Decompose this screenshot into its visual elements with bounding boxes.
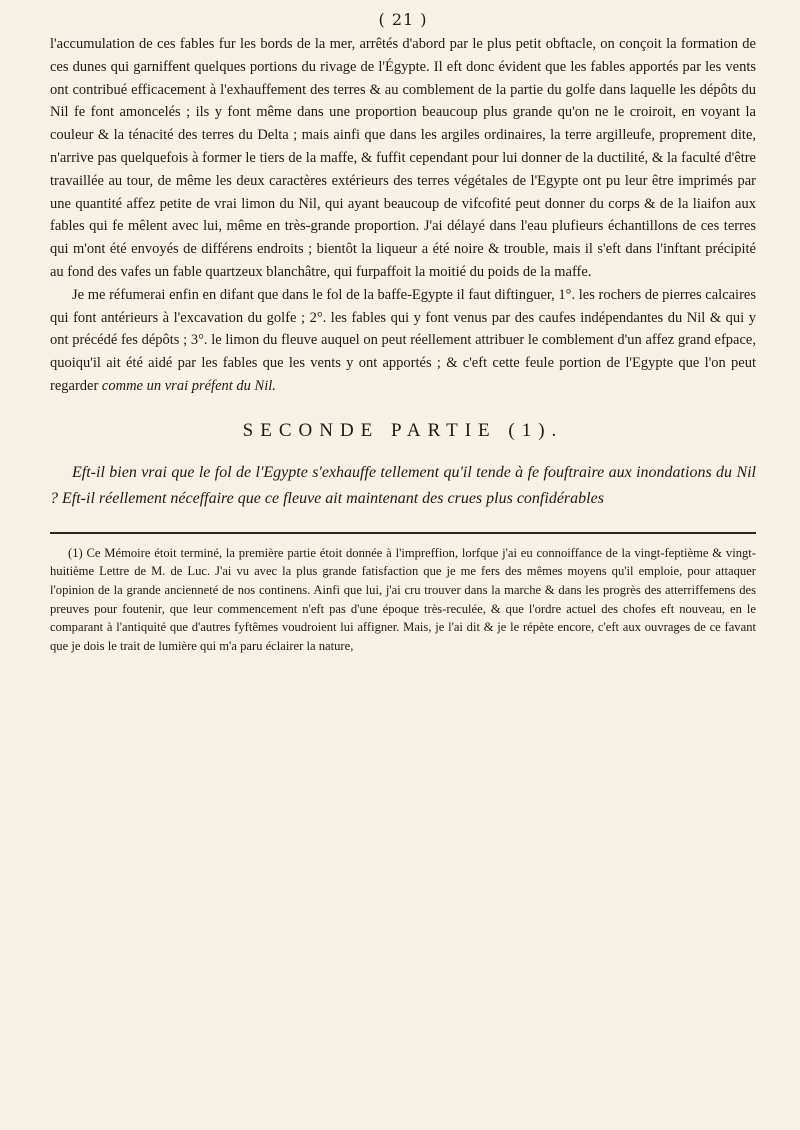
footnote-text: (1) Ce Mémoire étoit terminé, la première partie étoit donnée à l'impreffion, lorfque j'ai eu connoiffance de la vingt-feptième & vingt-huitième Lettre de M. de Luc. J'ai vu avec la plus grande fatisfaction que je me fers des mêmes moyens qu'il emploie, pour attaquer l'opinion de la grande ancienneté de nos continens. Ainfi que lui, j'ai cru trouver dans la marche & dans les progrès des atterriffemens des preuves pour foutenir, que leur commencement n'eft pas d'une époque très-reculée, & que l'ordre actuel des chofes eft nouveau, en le comparant à l'antiquité que d'autres fyftêmes voudroient lui affigner. Mais, je l'ai dit & je le répète encore, c'eft aux ouvrages de ce favant que je dois le trait de lumière qui m'a paru éclairer la nature, (50, 545, 756, 653)
paragraph-summary-text: Je me réfumerai enfin en difant que dans le fol de la baffe-Egypte il faut diftinguer, 1°. les rochers de pierres calcaires qui font antérieurs à l'excavation du golfe ; 2°. les fables qui y font venus par des caufes indépendantes du Nil & qui y ont précédé fes dépôts ; 3°. le limon du fleuve auquel on peut réellement attribuer le comblement d'un affez grand efpace, quoiqu'il ait été aidé par les fables que les vents y ont apportés ; & c'eft cette feule portion de l'Egypte que l'on peut regarder (50, 286, 756, 394)
page-number: ( 21 ) (378, 10, 428, 29)
paragraph-summary-italic: comme un vrai préfent du Nil. (101, 377, 276, 394)
footnote-divider (50, 532, 756, 534)
paragraph-accumulation: l'accumulation de ces fables fur les bords de la mer, arrêtés d'abord par le plus petit obftacle, on conçoit la formation de ces dunes qui garniffent quelques portions du rivage de l'Égypte. Il eft donc évident que les fables apportés par les vents ont contribué efficacement à l'exhauffement des terres & au comblement de la partie du golfe dans laquelle les dépôts du Nil fe font amoncelés ; ils y font même dans une proportion beaucoup plus grande qu'on ne le croiroit, en voyant la couleur & la ténacité des terres du Delta ; mais ainfi que dans les argiles ordinaires, la terre argilleufe, proprement dite, n'arrive pas quelquefois à former le tiers de la maffe, & fuffit cependant pour lui donner de la ductilité, & la faculté d'être travaillée au tour, de même les deux caractères extérieurs des terres végétales de l'Egypte ont pu leur être imprimés par une quantité affez petite de vrai limon du Nil, qui ayant beaucoup de vifcofité peut donner du corps & de la liaifon aux fables qui fe mêlent avec lui, même en très-grande proportion. J'ai délayé dans l'eau plufieurs échantillons de ces terres qui m'ont été envoyés de différens endroits ; bientôt la liqueur a été noire & trouble, mais il s'eft dans l'inftant précipité au fond des vafes un fable quartzeux blanchâtre, qui furpaffoit la moitié du poids de la maffe. (50, 36, 756, 280)
section-heading: SECONDE PARTIE (1). (242, 419, 564, 441)
paragraph-summary (50, 284, 756, 398)
question-text: Eft-il bien vrai que le fol de l'Egypte s'exhauffe tellement qu'il tende à fe fouftraire aux inondations du Nil ? Eft-il réellement néceffaire que ce fleuve ait maintenant des crues plus confidérables (50, 463, 756, 507)
body-text (50, 33, 756, 398)
footnote (50, 544, 756, 656)
section-question (50, 460, 756, 512)
